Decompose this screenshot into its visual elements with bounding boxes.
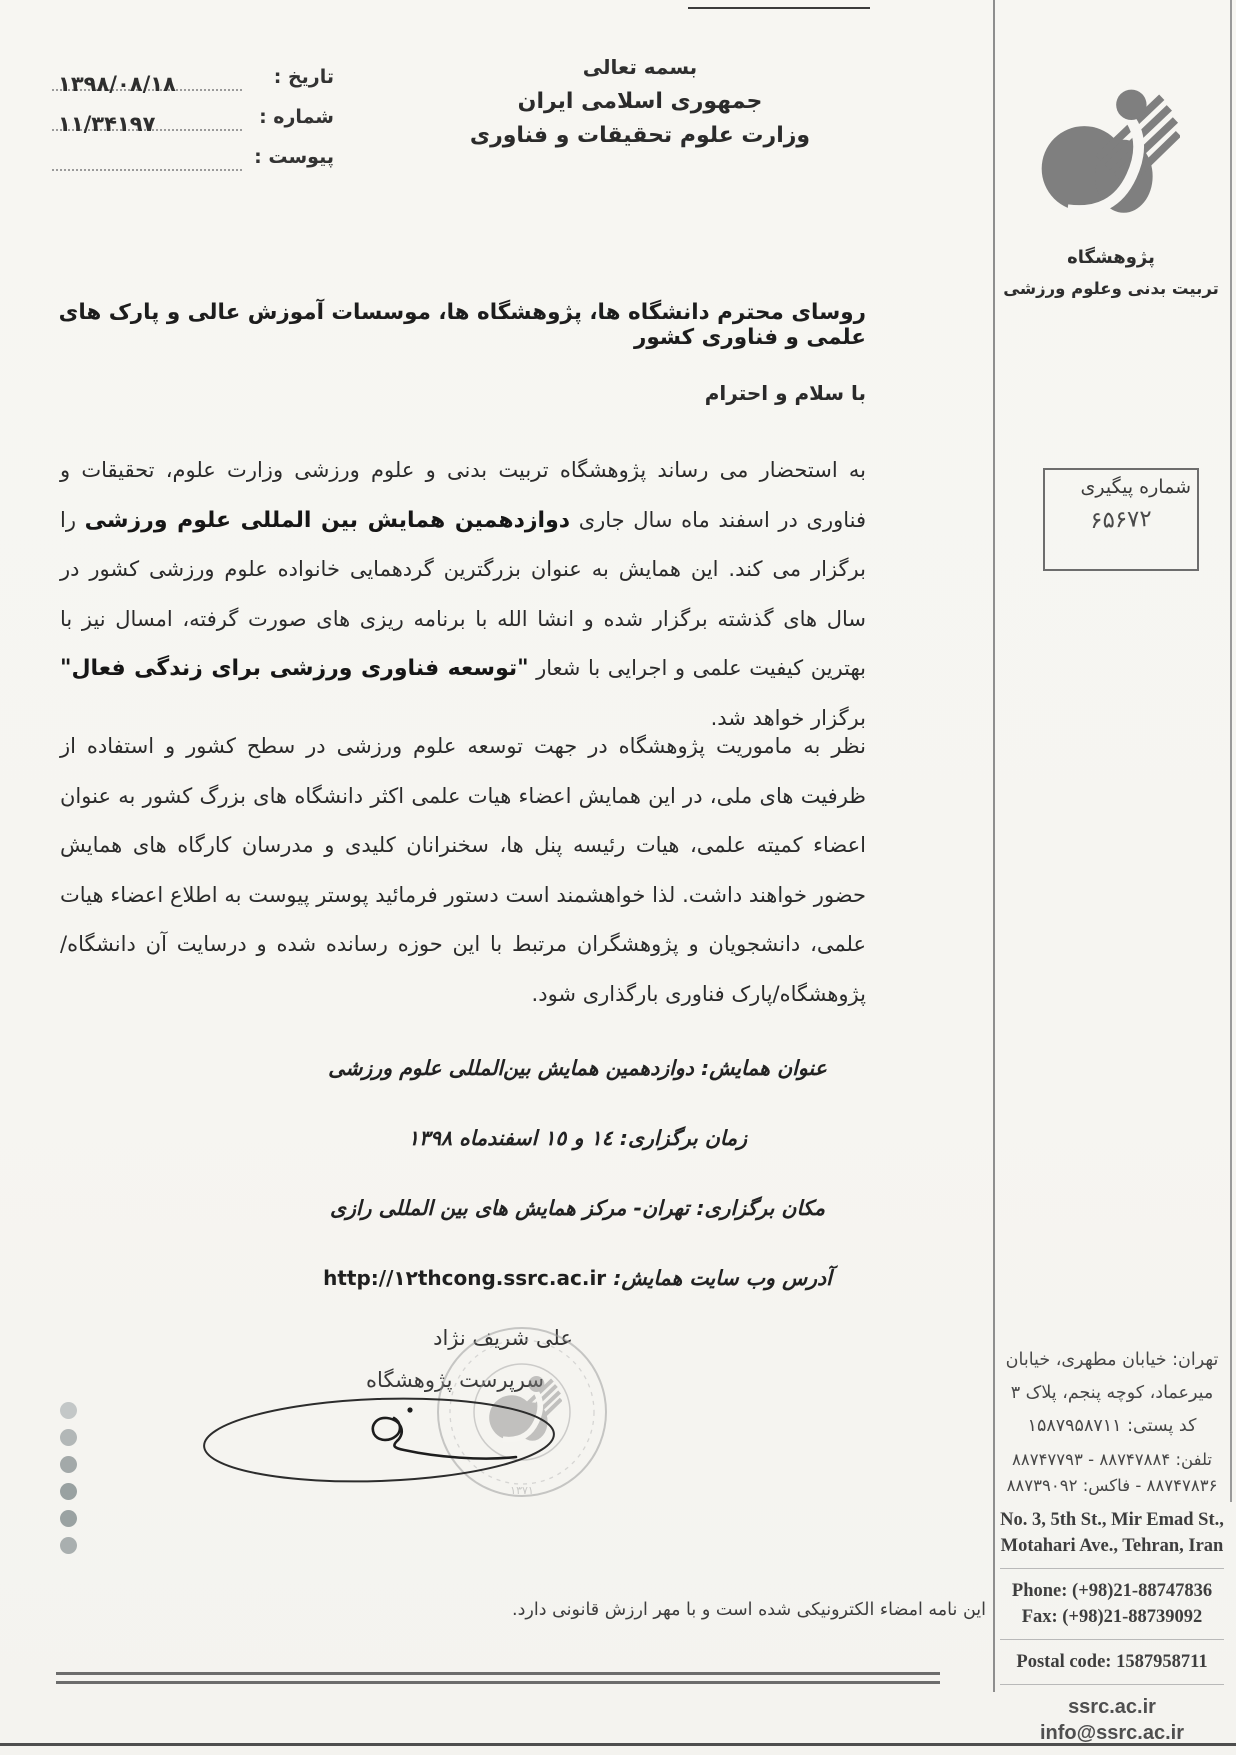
website-url: ssrc.ac.ir: [1068, 1696, 1156, 1718]
phone-fa-line2: ۸۸۷۴۷۸۳۶ - فاکس: ۸۸۷۳۹۰۹۲: [1006, 1476, 1218, 1495]
institute-name: [994, 242, 1228, 304]
event-website-url: http://١٢thcong.ssrc.ac.ir: [323, 1266, 607, 1290]
scan-dot: [60, 1402, 77, 1419]
event-date: زمان برگزاری: ١٤ و ١٥ اسفندماه ١٣٩٨: [407, 1126, 748, 1150]
letterhead-center: [420, 55, 860, 148]
signatory-name: علی شریف نژاد: [433, 1326, 573, 1350]
email-address: info@ssrc.ac.ir: [1039, 1722, 1184, 1744]
paragraph-1: [60, 446, 866, 743]
scan-dot: [60, 1456, 77, 1473]
institute-name-line1: پژوهشگاه: [1067, 247, 1155, 268]
address-en-line2: Motahari Ave., Tehran, Iran: [1000, 1536, 1224, 1556]
contact-separator: [1000, 1568, 1224, 1569]
meta-row-number: [52, 100, 334, 140]
date-value: ۱۳۹۸/۰۸/۱۸: [58, 72, 176, 96]
signature-scribble-icon: [196, 1386, 564, 1494]
institute-name-line2: تربیت بدنی وعلوم ورزشی: [1003, 279, 1219, 298]
p1-text-3: برگزار خواهد شد.: [710, 705, 866, 730]
recipient-line: روسای محترم دانشگاه ها، پژوهشگاه ها، موسسات آموزش عالی و پارک های علمی و فناوری کشور: [58, 300, 866, 350]
paragraph-2: نظر به ماموریت پژوهشگاه در جهت توسعه علوم ورزشی در سطح کشور و استفاده از ظرفیت های ملی، در این همایش اعضاء هیات علمی اکثر دانشگاه های بزرگ کشور به عنوان اعضاء کمیته علمی، هیات رئیسه پنل ها، سخنرانان کلیدی و مدرسان کارگاه های همایش حضور خواهند داشت. لذا خواهشمند است دستور فرمائید پوستر پیوست به اطلاع اعضاء هیات علمی، دانشجویان و پژوهشگران مرتبط با این حوزه رسانده شده و درسایت آن دانشگاه/پژوهشگاه/پارک فناوری بارگذاری شود.: [60, 734, 866, 1006]
svg-text:۱۳۷۱: ۱۳۷۱: [510, 1484, 534, 1497]
fax-en: Fax: (+98)21-88739092: [1021, 1607, 1203, 1627]
address-fa-line1: تهران: خیابان مطهری، خیابان: [1005, 1350, 1219, 1370]
event-details: [285, 1042, 870, 1322]
scan-dot: [60, 1483, 77, 1500]
address-en-line1: No. 3, 5th St., Mir Emad St.,: [1000, 1510, 1224, 1530]
event-title: عنوان همایش: دوازدهمین همایش بین‌المللی علوم ورزشی: [328, 1056, 827, 1080]
contact-block: [998, 1344, 1226, 1746]
event-location: مکان برگزاری: تهران- مرکز همایش های بین المللی رازی: [329, 1196, 826, 1220]
meta-row-attachment: [52, 140, 334, 180]
p1-slogan-bold: "توسعه فناوری ورزشی برای زندگی فعال": [60, 656, 529, 681]
p1-text-2: را برگزار می کند. این همایش به عنوان بزرگترین گردهمایی خانواده علوم ورزشی کشور در سال های گذشته برگزار شده و انشا الله با برنامه ریزی های صورت گرفته، امسال نیز با بهترین کیفیت علمی و اجرایی با شعار: [60, 507, 866, 680]
contact-separator: [1000, 1684, 1224, 1685]
scan-calibration-dots: [60, 1402, 80, 1564]
salutation-line: با سلام و احترام: [704, 381, 866, 405]
phone-fa-line1: تلفن: ۸۸۷۴۷۸۸۴ - ۸۸۷۴۷۷۹۳: [1011, 1450, 1213, 1469]
number-value: ۱۱/۳۴۱۹۷: [58, 112, 156, 136]
address-fa-line2: میرعماد، کوچه پنجم، پلاک ۳: [1010, 1383, 1214, 1403]
tracking-number: ۶۵۶۷۲: [1089, 505, 1153, 535]
letter-meta-block: [52, 60, 334, 180]
bismillah-text: بسمه تعالی: [582, 55, 698, 79]
p1-congress-title-bold: دوازدهمین همایش بین المللی علوم ورزشی: [84, 507, 571, 533]
contact-separator: [1000, 1639, 1224, 1640]
right-edge-line: [1230, 0, 1232, 1502]
scan-dot: [60, 1537, 77, 1554]
number-label: شماره :: [259, 106, 334, 128]
scan-dot: [60, 1510, 77, 1527]
scan-edge-artifact: [688, 7, 870, 9]
attachment-label: پیوست :: [254, 146, 334, 168]
phone-en: Phone: (+98)21-88747836: [1011, 1581, 1213, 1601]
p1-text-1: به استحضار می رساند پژوهشگاه تربیت بدنی و علوم ورزشی وزارت علوم، تحقیقات و فناوری در اسفند ماه سال جاری: [60, 458, 867, 532]
event-website-label: آدرس وب سایت همایش:: [606, 1266, 832, 1290]
meta-row-date: [52, 60, 334, 100]
tracking-number-box: [1043, 468, 1199, 571]
institute-logo: [1028, 80, 1180, 236]
attachment-leader-line: [52, 169, 242, 171]
electronic-signature-note: این نامه امضاء الکترونیکی شده است و با مهر ارزش قانونی دارد.: [512, 1600, 986, 1620]
postal-code-en: Postal code: 1587958711: [1016, 1652, 1208, 1672]
country-text: جمهوری اسلامی ایران: [517, 89, 763, 114]
signatory-title: سرپرست پژوهشگاه: [366, 1368, 544, 1392]
tracking-label: شماره پیگیری: [1080, 476, 1191, 498]
date-label: تاریخ :: [273, 66, 334, 88]
ministry-text: وزارت علوم تحقیقات و فناوری: [469, 123, 811, 148]
scan-dot: [60, 1429, 77, 1446]
footer-double-rule: [56, 1672, 940, 1684]
postal-code-fa: کد پستی: ۱۵۸۷۹۵۸۷۱۱: [1027, 1416, 1197, 1436]
institute-logo-icon: [1028, 80, 1180, 236]
